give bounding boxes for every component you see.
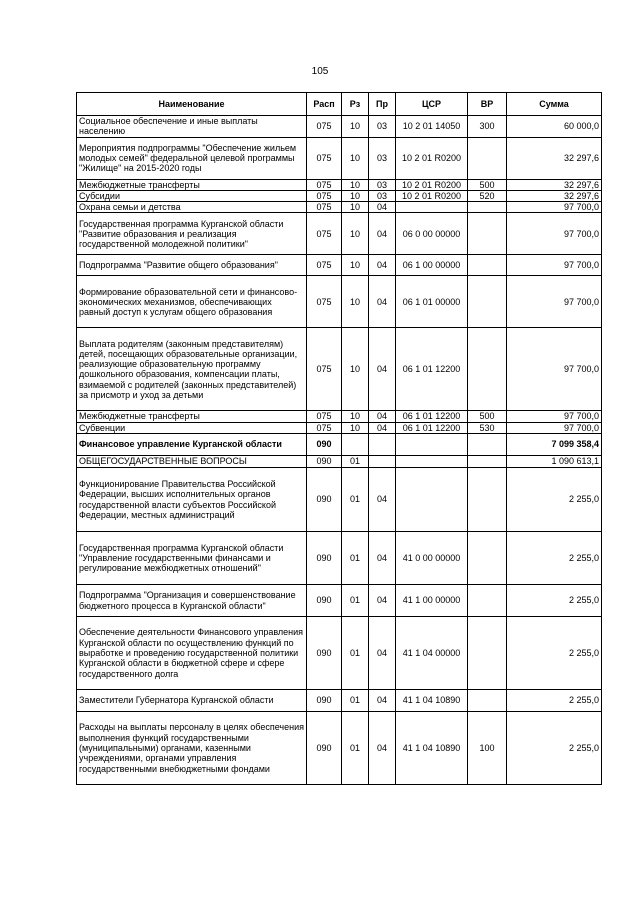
cell-vr: 500 — [468, 411, 507, 422]
cell-pr: 04 — [369, 617, 396, 690]
cell-pr: 04 — [369, 202, 396, 213]
cell-pr: 04 — [369, 328, 396, 411]
cell-rz — [342, 434, 369, 456]
cell-sum: 97 700,0 — [507, 202, 602, 213]
cell-pr: 03 — [369, 190, 396, 201]
cell-sum: 97 700,0 — [507, 213, 602, 255]
cell-sum: 97 700,0 — [507, 422, 602, 433]
cell-rz: 10 — [342, 179, 369, 190]
cell-rasp: 075 — [307, 190, 342, 201]
cell-csr: 06 1 01 00000 — [396, 276, 468, 328]
cell-rz: 01 — [342, 456, 369, 468]
table-row — [77, 116, 602, 138]
cell-vr: 100 — [468, 712, 507, 785]
cell-rasp: 075 — [307, 202, 342, 213]
cell-pr — [369, 434, 396, 456]
table-row — [77, 468, 602, 532]
cell-name: Межбюджетные трансферты — [77, 179, 307, 190]
cell-rz: 01 — [342, 617, 369, 690]
cell-vr — [468, 202, 507, 213]
table-row — [77, 422, 602, 433]
page-number: 105 — [311, 66, 329, 77]
cell-rz: 01 — [342, 712, 369, 785]
cell-name: Охрана семьи и детства — [77, 202, 307, 213]
table-body — [77, 116, 602, 785]
cell-pr: 03 — [369, 137, 396, 179]
cell-name: Подпрограмма "Организация и совершенствование бюджетного процесса в Курганской области" — [77, 585, 307, 617]
cell-name: Мероприятия подпрограммы "Обеспечение жильем молодых семей" федеральной целевой программы "Жилище" на 2015-2020 годы — [77, 137, 307, 179]
cell-pr: 04 — [369, 532, 396, 585]
cell-csr: 06 0 00 00000 — [396, 213, 468, 255]
header-csr: ЦСР — [396, 93, 468, 116]
cell-sum: 60 000,0 — [507, 116, 602, 138]
cell-rasp: 075 — [307, 137, 342, 179]
cell-rz: 10 — [342, 213, 369, 255]
cell-rz: 10 — [342, 137, 369, 179]
cell-name: Подпрограмма "Развитие общего образования" — [77, 255, 307, 276]
cell-csr — [396, 456, 468, 468]
cell-vr — [468, 276, 507, 328]
cell-rz: 10 — [342, 328, 369, 411]
cell-rasp: 075 — [307, 255, 342, 276]
table-row — [77, 585, 602, 617]
cell-rasp: 090 — [307, 712, 342, 785]
cell-csr: 10 2 01 R0200 — [396, 179, 468, 190]
cell-rz: 10 — [342, 276, 369, 328]
budget-table — [76, 92, 602, 785]
header-sum: Сумма — [507, 93, 602, 116]
cell-name: Финансовое управление Курганской области — [77, 434, 307, 456]
cell-sum: 2 255,0 — [507, 468, 602, 532]
cell-vr — [468, 585, 507, 617]
cell-vr: 300 — [468, 116, 507, 138]
cell-vr — [468, 617, 507, 690]
cell-pr — [369, 456, 396, 468]
cell-csr: 06 1 00 00000 — [396, 255, 468, 276]
table-row — [77, 137, 602, 179]
cell-rasp: 090 — [307, 468, 342, 532]
cell-rasp: 075 — [307, 179, 342, 190]
table-row — [77, 690, 602, 712]
cell-csr: 41 0 00 00000 — [396, 532, 468, 585]
cell-csr: 41 1 00 00000 — [396, 585, 468, 617]
cell-name: Социальное обеспечение и иные выплаты населению — [77, 116, 307, 138]
cell-rasp: 075 — [307, 276, 342, 328]
cell-rasp: 075 — [307, 422, 342, 433]
cell-sum: 97 700,0 — [507, 276, 602, 328]
cell-vr — [468, 328, 507, 411]
cell-pr: 04 — [369, 690, 396, 712]
cell-rasp: 075 — [307, 328, 342, 411]
header-name: Наименование — [77, 93, 307, 116]
cell-sum: 2 255,0 — [507, 712, 602, 785]
cell-sum: 2 255,0 — [507, 532, 602, 585]
table-header-row — [77, 93, 602, 116]
cell-sum: 1 090 613,1 — [507, 456, 602, 468]
cell-vr: 500 — [468, 179, 507, 190]
cell-csr: 06 1 01 12200 — [396, 422, 468, 433]
cell-rz: 01 — [342, 690, 369, 712]
cell-csr: 06 1 01 12200 — [396, 411, 468, 422]
cell-rasp: 090 — [307, 690, 342, 712]
cell-name: ОБЩЕГОСУДАРСТВЕННЫЕ ВОПРОСЫ — [77, 456, 307, 468]
cell-vr — [468, 532, 507, 585]
cell-pr: 04 — [369, 468, 396, 532]
cell-pr: 03 — [369, 179, 396, 190]
cell-rz: 01 — [342, 532, 369, 585]
cell-rasp: 090 — [307, 532, 342, 585]
table-row — [77, 617, 602, 690]
cell-csr — [396, 468, 468, 532]
cell-csr: 41 1 04 00000 — [396, 617, 468, 690]
cell-rz: 10 — [342, 116, 369, 138]
cell-rasp: 090 — [307, 617, 342, 690]
cell-name: Межбюджетные трансферты — [77, 411, 307, 422]
cell-sum: 97 700,0 — [507, 411, 602, 422]
cell-sum: 32 297,6 — [507, 190, 602, 201]
cell-name: Функционирование Правительства Российской Федерации, высших исполнительных органов государственной власти субъектов Российской Федерации, местных администраций — [77, 468, 307, 532]
cell-sum: 32 297,6 — [507, 137, 602, 179]
cell-sum: 7 099 358,4 — [507, 434, 602, 456]
cell-csr: 10 2 01 14050 — [396, 116, 468, 138]
cell-pr: 04 — [369, 422, 396, 433]
cell-name: Заместители Губернатора Курганской области — [77, 690, 307, 712]
table-row — [77, 255, 602, 276]
cell-pr: 04 — [369, 276, 396, 328]
header-pr: Пр — [369, 93, 396, 116]
cell-name: Субвенции — [77, 422, 307, 433]
cell-sum: 2 255,0 — [507, 585, 602, 617]
cell-name: Расходы на выплаты персоналу в целях обеспечения выполнения функций государственными (муниципальными) органами, казенными учреждениями, органами управления государственными внебюджетными фондами — [77, 712, 307, 785]
cell-sum: 97 700,0 — [507, 328, 602, 411]
cell-pr: 04 — [369, 213, 396, 255]
cell-pr: 04 — [369, 255, 396, 276]
table-row — [77, 328, 602, 411]
cell-sum: 2 255,0 — [507, 617, 602, 690]
cell-rasp: 090 — [307, 456, 342, 468]
table-row — [77, 434, 602, 456]
cell-rz: 01 — [342, 468, 369, 532]
cell-csr — [396, 202, 468, 213]
cell-sum: 2 255,0 — [507, 690, 602, 712]
table-row — [77, 202, 602, 213]
cell-pr: 04 — [369, 411, 396, 422]
cell-rz: 10 — [342, 411, 369, 422]
cell-vr — [468, 137, 507, 179]
cell-vr — [468, 690, 507, 712]
cell-rz: 10 — [342, 255, 369, 276]
cell-name: Формирование образовательной сети и финансово-экономических механизмов, обеспечивающих равный доступ к услугам общего образования — [77, 276, 307, 328]
table-row — [77, 411, 602, 422]
cell-csr: 41 1 04 10890 — [396, 690, 468, 712]
cell-vr — [468, 434, 507, 456]
cell-vr — [468, 456, 507, 468]
cell-rz: 01 — [342, 585, 369, 617]
table-row — [77, 712, 602, 785]
cell-csr: 41 1 04 10890 — [396, 712, 468, 785]
cell-rz: 10 — [342, 190, 369, 201]
cell-vr — [468, 255, 507, 276]
header-vr: ВР — [468, 93, 507, 116]
cell-vr: 520 — [468, 190, 507, 201]
cell-name: Государственная программа Курганской области "Развитие образования и реализация государственной молодежной политики" — [77, 213, 307, 255]
table-row — [77, 532, 602, 585]
cell-name: Субсидии — [77, 190, 307, 201]
cell-vr: 530 — [468, 422, 507, 433]
cell-csr: 06 1 01 12200 — [396, 328, 468, 411]
cell-name: Государственная программа Курганской области "Управление государственными финансами и регулирование межбюджетных отношений" — [77, 532, 307, 585]
cell-vr — [468, 468, 507, 532]
cell-rz: 10 — [342, 202, 369, 213]
cell-pr: 04 — [369, 712, 396, 785]
table-row — [77, 213, 602, 255]
cell-sum: 32 297,6 — [507, 179, 602, 190]
cell-name: Выплата родителям (законным представителям) детей, посещающих образовательные организации, реализующие образовательную программу дошкольного образования, компенсации платы, взимаемой с родителей (законных представителей) за присмотр и уход за детьми — [77, 328, 307, 411]
table-row — [77, 456, 602, 468]
cell-csr: 10 2 01 R0200 — [396, 137, 468, 179]
cell-csr — [396, 434, 468, 456]
cell-rasp: 075 — [307, 116, 342, 138]
table-row — [77, 179, 602, 190]
table-row — [77, 276, 602, 328]
cell-vr — [468, 213, 507, 255]
cell-pr: 04 — [369, 585, 396, 617]
table-row — [77, 190, 602, 201]
cell-pr: 03 — [369, 116, 396, 138]
header-rasp: Расп — [307, 93, 342, 116]
cell-sum: 97 700,0 — [507, 255, 602, 276]
cell-rz: 10 — [342, 422, 369, 433]
cell-rasp: 090 — [307, 434, 342, 456]
cell-rasp: 090 — [307, 585, 342, 617]
cell-rasp: 075 — [307, 411, 342, 422]
cell-name: Обеспечение деятельности Финансового управления Курганской области по осуществлению функций по выработке и проведению государственной политики Курганской области в бюджетной сфере и сфере государственного долга — [77, 617, 307, 690]
cell-csr: 10 2 01 R0200 — [396, 190, 468, 201]
header-rz: Рз — [342, 93, 369, 116]
cell-rasp: 075 — [307, 213, 342, 255]
